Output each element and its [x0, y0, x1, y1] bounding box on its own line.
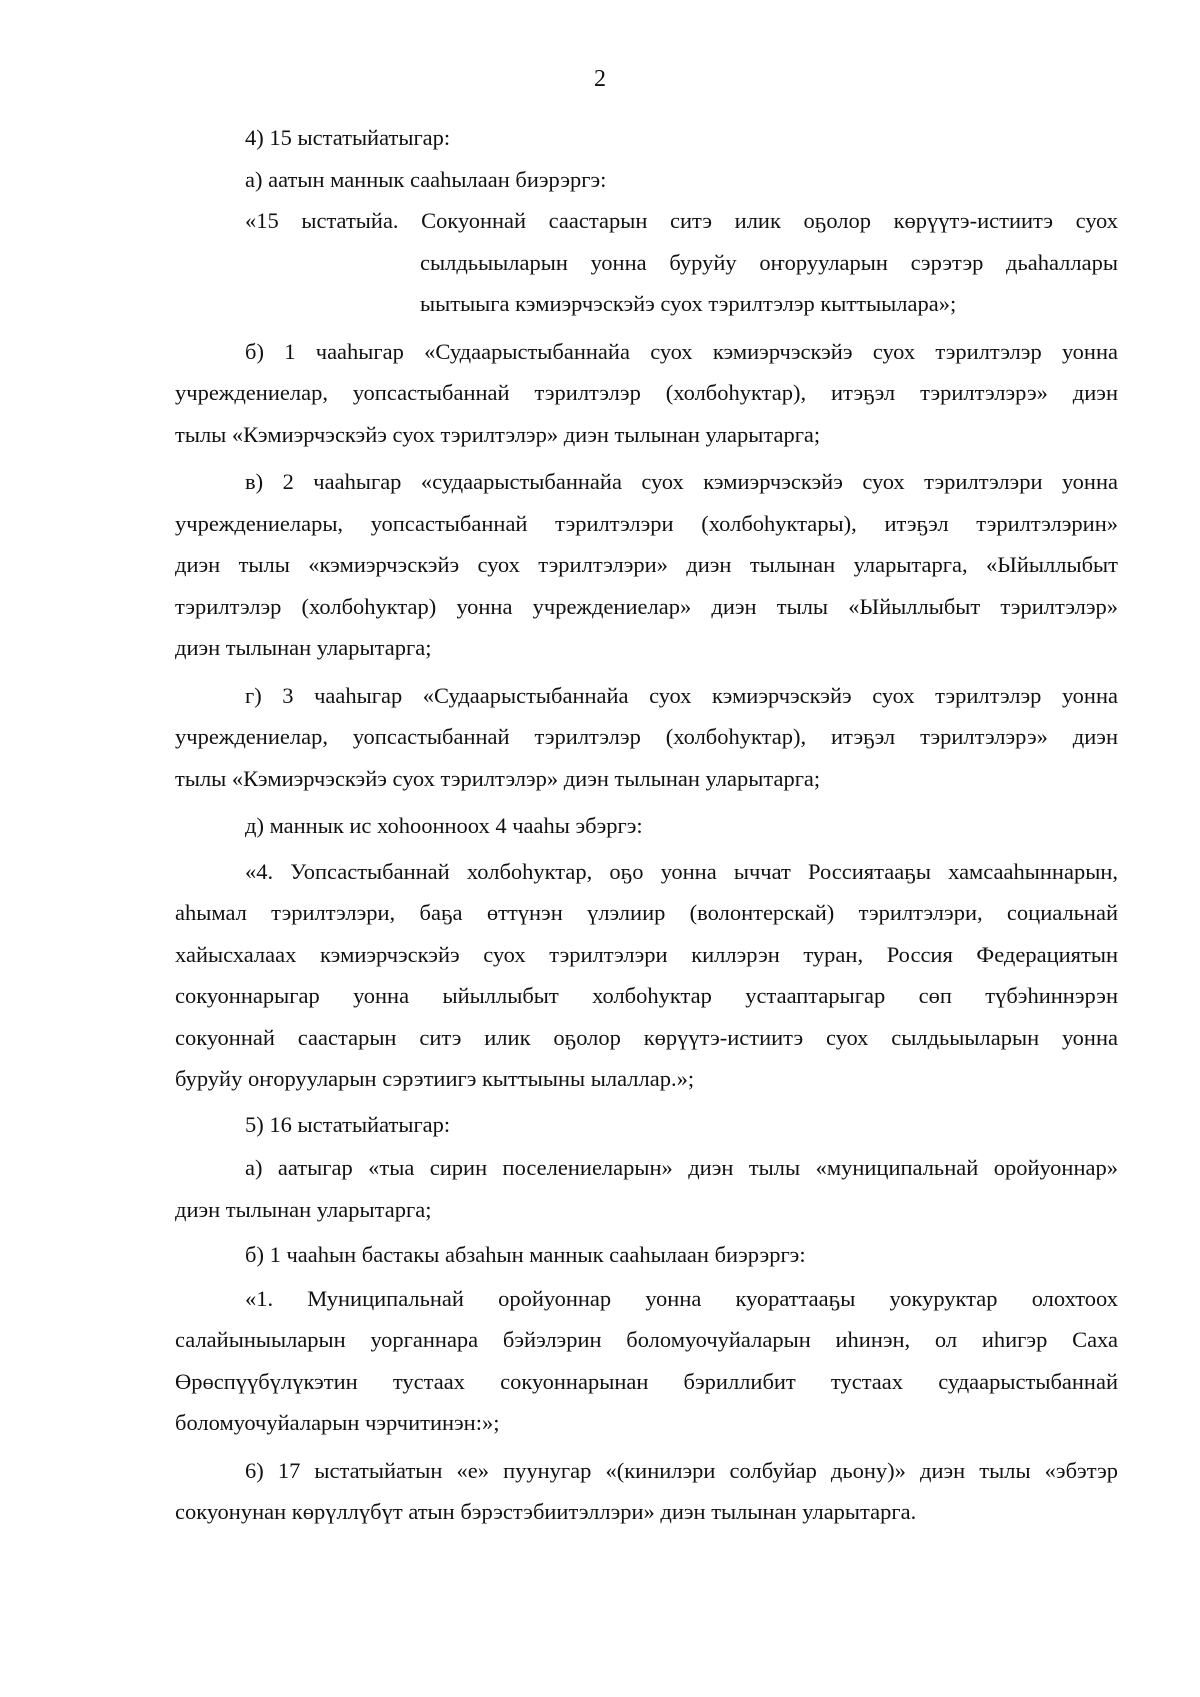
text-line: б) 1 чааһыгар «Судаарыстыбаннайа суох кэмиэрчэскэйэ суох тэрилтэлэр уонна	[245, 338, 1118, 364]
text-line: сылдьыыларын уонна буруйу оҥорууларын сэрэтэр дьаһаллары	[420, 249, 1118, 275]
text-line: диэн тылынан уларытарга;	[175, 1196, 432, 1222]
text-line: сокуоннай саастарын ситэ илик оҕолор көрүүтэ-истиитэ суох сылдьыыларын уонна	[175, 1024, 1118, 1050]
text-line: учреждениелар, уопсастыбаннай тэрилтэлэр (холбоһуктар), итэҕэл тэрилтэлэрэ» диэн	[175, 724, 1118, 749]
text-line: б) 1 чааһын бастакы абзаһын маннык сааһылаан биэрэргэ:	[245, 1242, 806, 1267]
text-line: 4) 15 ыстатыйатыгар:	[245, 125, 451, 150]
text-line: д) маннык ис хоһоонноох 4 чааһы эбэргэ:	[245, 813, 643, 838]
text-line: ыытыыга кэмиэрчэскэйэ суох тэрилтэлэр кыттыылара»;	[420, 291, 957, 316]
text-line: сокуонунан көрүллүбүт атын бэрэстэбиитэллэри» диэн тылынан уларытарга.	[175, 1499, 917, 1524]
text-line: учреждениелар, уопсастыбаннай тэрилтэлэр (холбоһуктар), итэҕэл тэрилтэлэрэ» диэн	[175, 380, 1118, 405]
text-line: «4. Уопсастыбаннай холбоһуктар, оҕо уонна ыччат Россиятааҕы хамсааһыннарын,	[245, 858, 1118, 884]
text-line: Өрөспүүбүлүкэтин тустаах сокуоннарынан бэриллибит тустаах судаарыстыбаннай	[175, 1368, 1118, 1394]
text-line: хайысхалаах кэмиэрчэскэйэ суох тэрилтэлэри киллэрэн туран, Россия Федерациятын	[175, 941, 1118, 967]
text-line: буруйу оҥорууларын сэрэтиигэ кыттыыны ылаллар.»;	[175, 1066, 695, 1091]
text-line: сокуоннарыгар уонна ыйыллыбыт холбоһуктар устааптарыгар сөп түбэһиннэрэн	[175, 983, 1118, 1008]
document-body	[175, 117, 1118, 1533]
text-line: учреждениелары, уопсастыбаннай тэрилтэлэри (холбоһуктары), итэҕэл тэрилтэлэрин»	[175, 510, 1118, 536]
text-line: аһымал тэрилтэлэри, баҕа өттүнэн үлэлиир (волонтерскай) тэрилтэлэри, социальнай	[175, 900, 1118, 925]
text-line: в) 2 чааһыгар «судаарыстыбаннайа суох кэмиэрчэскэйэ суох тэрилтэлэри уонна	[245, 469, 1118, 494]
text-line: боломуочуйаларын чэрчитинэн:»;	[175, 1410, 500, 1435]
text-line: салайыныыларын уорганнара бэйэлэрин боломуочуйаларын иһинэн, ол иһигэр Саха	[175, 1327, 1118, 1352]
text-line: «15 ыстатыйа. Сокуоннай саастарын ситэ илик оҕолор көрүүтэ-истиитэ суох	[245, 208, 1118, 233]
text-line: тылы «Кэмиэрчэскэйэ суох тэрилтэлэр» диэн тылынан уларытарга;	[175, 765, 821, 791]
text-line: тылы «Кэмиэрчэскэйэ суох тэрилтэлэр» диэн тылынан уларытарга;	[175, 421, 821, 447]
page-number: 2	[594, 66, 606, 92]
text-line: 6) 17 ыстатыйатын «е» пуунугар «(кинилэри солбуйар дьону)» диэн тылы «эбэтэр	[245, 1457, 1118, 1483]
text-line: г) 3 чааһыгар «Судаарыстыбаннайа суох кэмиэрчэскэйэ суох тэрилтэлэр уонна	[245, 682, 1118, 708]
text-line: 5) 16 ыстатыйатыгар:	[245, 1111, 451, 1137]
text-line: а) аатыгар «тыа сирин поселениеларын» диэн тылы «муниципальнай оройуоннар»	[245, 1155, 1118, 1180]
text-line: диэн тылы «кэмиэрчэскэйэ суох тэрилтэлэри» диэн тылынан уларытарга, «Ыйыллыбыт	[175, 552, 1118, 577]
text-line: диэн тылынан уларытарга;	[175, 635, 432, 660]
text-line: тэрилтэлэр (холбоһуктар) уонна учреждениелар» диэн тылы «Ыйыллыбыт тэрилтэлэр»	[175, 593, 1118, 619]
text-line: а) аатын маннык сааһылаан биэрэргэ:	[245, 166, 607, 192]
text-line: «1. Муниципальнай оройуоннар уонна куораттааҕы уокуруктар олохтоох	[245, 1285, 1118, 1311]
